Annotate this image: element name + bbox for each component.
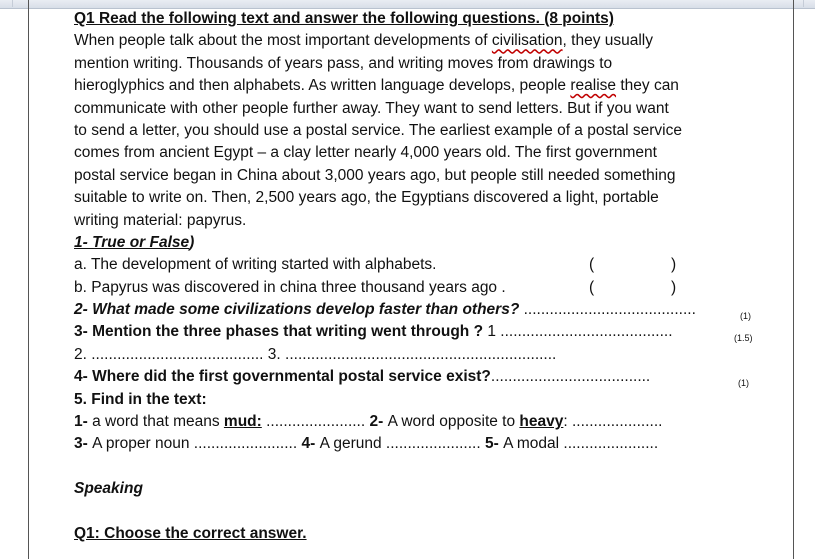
- q1-title: Q1 Read the following text and answer the following questions. (8 points): [74, 10, 614, 27]
- page-margin-line-right: [793, 0, 794, 559]
- item-index: 3-: [74, 435, 93, 453]
- tf-answer-close-paren: ): [671, 256, 677, 274]
- passage-text: they can: [616, 77, 679, 95]
- keyword-heavy: heavy: [519, 413, 564, 431]
- speaking-heading: Speaking: [74, 480, 143, 498]
- speaking-q1-title: Q1: Choose the correct answer.: [74, 524, 307, 542]
- answer-blank[interactable]: .....................: [567, 413, 663, 431]
- item-prompt: A gerund: [319, 435, 386, 453]
- question-3-mark: (1.5): [734, 333, 753, 344]
- passage-line: writing material: papyrus.: [74, 211, 247, 229]
- tf-item-a: [74, 254, 774, 276]
- passage-word-realise: realise: [570, 77, 617, 95]
- passage-line: comes from ancient Egypt – a clay letter nearly 4,000 years old. The first government: [74, 144, 657, 162]
- answer-number: 3.: [263, 345, 286, 363]
- item-prompt: A word opposite to: [387, 413, 520, 431]
- item-prompt: A modal: [503, 435, 564, 453]
- passage-text: , they usually: [562, 32, 653, 50]
- document-page: [74, 8, 774, 545]
- true-false-heading-tail: ): [189, 233, 195, 251]
- passage-text: When people talk about the most important developments of: [74, 32, 492, 50]
- passage-line: communicate with other people further away. They want to send letters. But if you want: [74, 99, 669, 117]
- question-2-text: 2- What made some civilizations develop faster than others?: [74, 301, 520, 319]
- item-prompt: :: [563, 413, 568, 431]
- question-2-mark: (1): [740, 311, 751, 322]
- passage-text: hieroglyphics and then alphabets. As written language develops, people: [74, 77, 571, 95]
- answer-blank[interactable]: ........................................: [91, 345, 264, 363]
- blank-line: [74, 456, 774, 478]
- question-5-heading: 5. Find in the text:: [74, 390, 207, 408]
- question-4-mark: (1): [738, 378, 749, 389]
- answer-number: 2.: [74, 345, 92, 363]
- tf-item-b: [74, 277, 774, 299]
- answer-blank[interactable]: ......................: [385, 435, 481, 453]
- question-3-text: 3- Mention the three phases that writing went through ?: [74, 323, 484, 341]
- page-margin-line-left: [28, 0, 29, 559]
- answer-blank[interactable]: ........................: [193, 435, 298, 453]
- question-5-row-2: [74, 433, 774, 455]
- passage-line: to send a letter, you should use a postal service. The earliest example of a postal service: [74, 121, 682, 139]
- answer-blank[interactable]: ........................................: [519, 301, 696, 319]
- tf-statement-a: a. The development of writing started with alphabets.: [74, 256, 437, 274]
- passage-word-civilisation: civilisation: [491, 32, 563, 50]
- question-4: [74, 366, 774, 388]
- blank-line: [74, 501, 774, 523]
- tf-answer-open-paren: (: [589, 278, 595, 296]
- question-4-text: 4- Where did the first governmental postal service exist?: [74, 368, 491, 386]
- item-index: 2-: [365, 413, 388, 431]
- answer-blank[interactable]: ........................................: [500, 323, 673, 341]
- question-3: [74, 321, 774, 343]
- passage-line: [74, 30, 774, 52]
- question-2: [74, 299, 774, 321]
- answer-blank[interactable]: .....................................: [490, 368, 651, 386]
- true-false-heading-text: 1- True or False: [74, 233, 190, 251]
- answer-blank[interactable]: .......................: [261, 413, 366, 431]
- passage-line: postal service began in China about 3,000 years ago, but people still needed something: [74, 166, 676, 184]
- tf-statement-b: b. Papyrus was discovered in china three thousand years ago .: [74, 278, 506, 296]
- question-3-continued: [74, 344, 774, 366]
- answer-number: 1: [483, 323, 501, 341]
- passage-line: suitable to write on. Then, 2,500 years ago, the Egyptians discovered a light, portable: [74, 189, 659, 207]
- item-index: 5-: [480, 435, 504, 453]
- true-false-heading: [74, 232, 774, 254]
- keyword-mud: mud:: [223, 413, 262, 431]
- item-prompt: a word that means: [92, 413, 224, 431]
- tf-answer-close-paren: ): [671, 278, 677, 296]
- passage-line: mention writing. Thousands of years pass, and writing moves from drawings to: [74, 54, 613, 72]
- question-5-row-1: [74, 411, 774, 433]
- tf-answer-open-paren: (: [589, 256, 595, 274]
- item-index: 1-: [74, 413, 93, 431]
- item-prompt: A proper noun: [92, 435, 194, 453]
- answer-blank[interactable]: ......................: [563, 435, 659, 453]
- item-index: 4-: [297, 435, 320, 453]
- passage-line: [74, 75, 774, 97]
- window-tab-strip: [12, 0, 804, 7]
- answer-blank[interactable]: ...............................................................: [285, 345, 557, 363]
